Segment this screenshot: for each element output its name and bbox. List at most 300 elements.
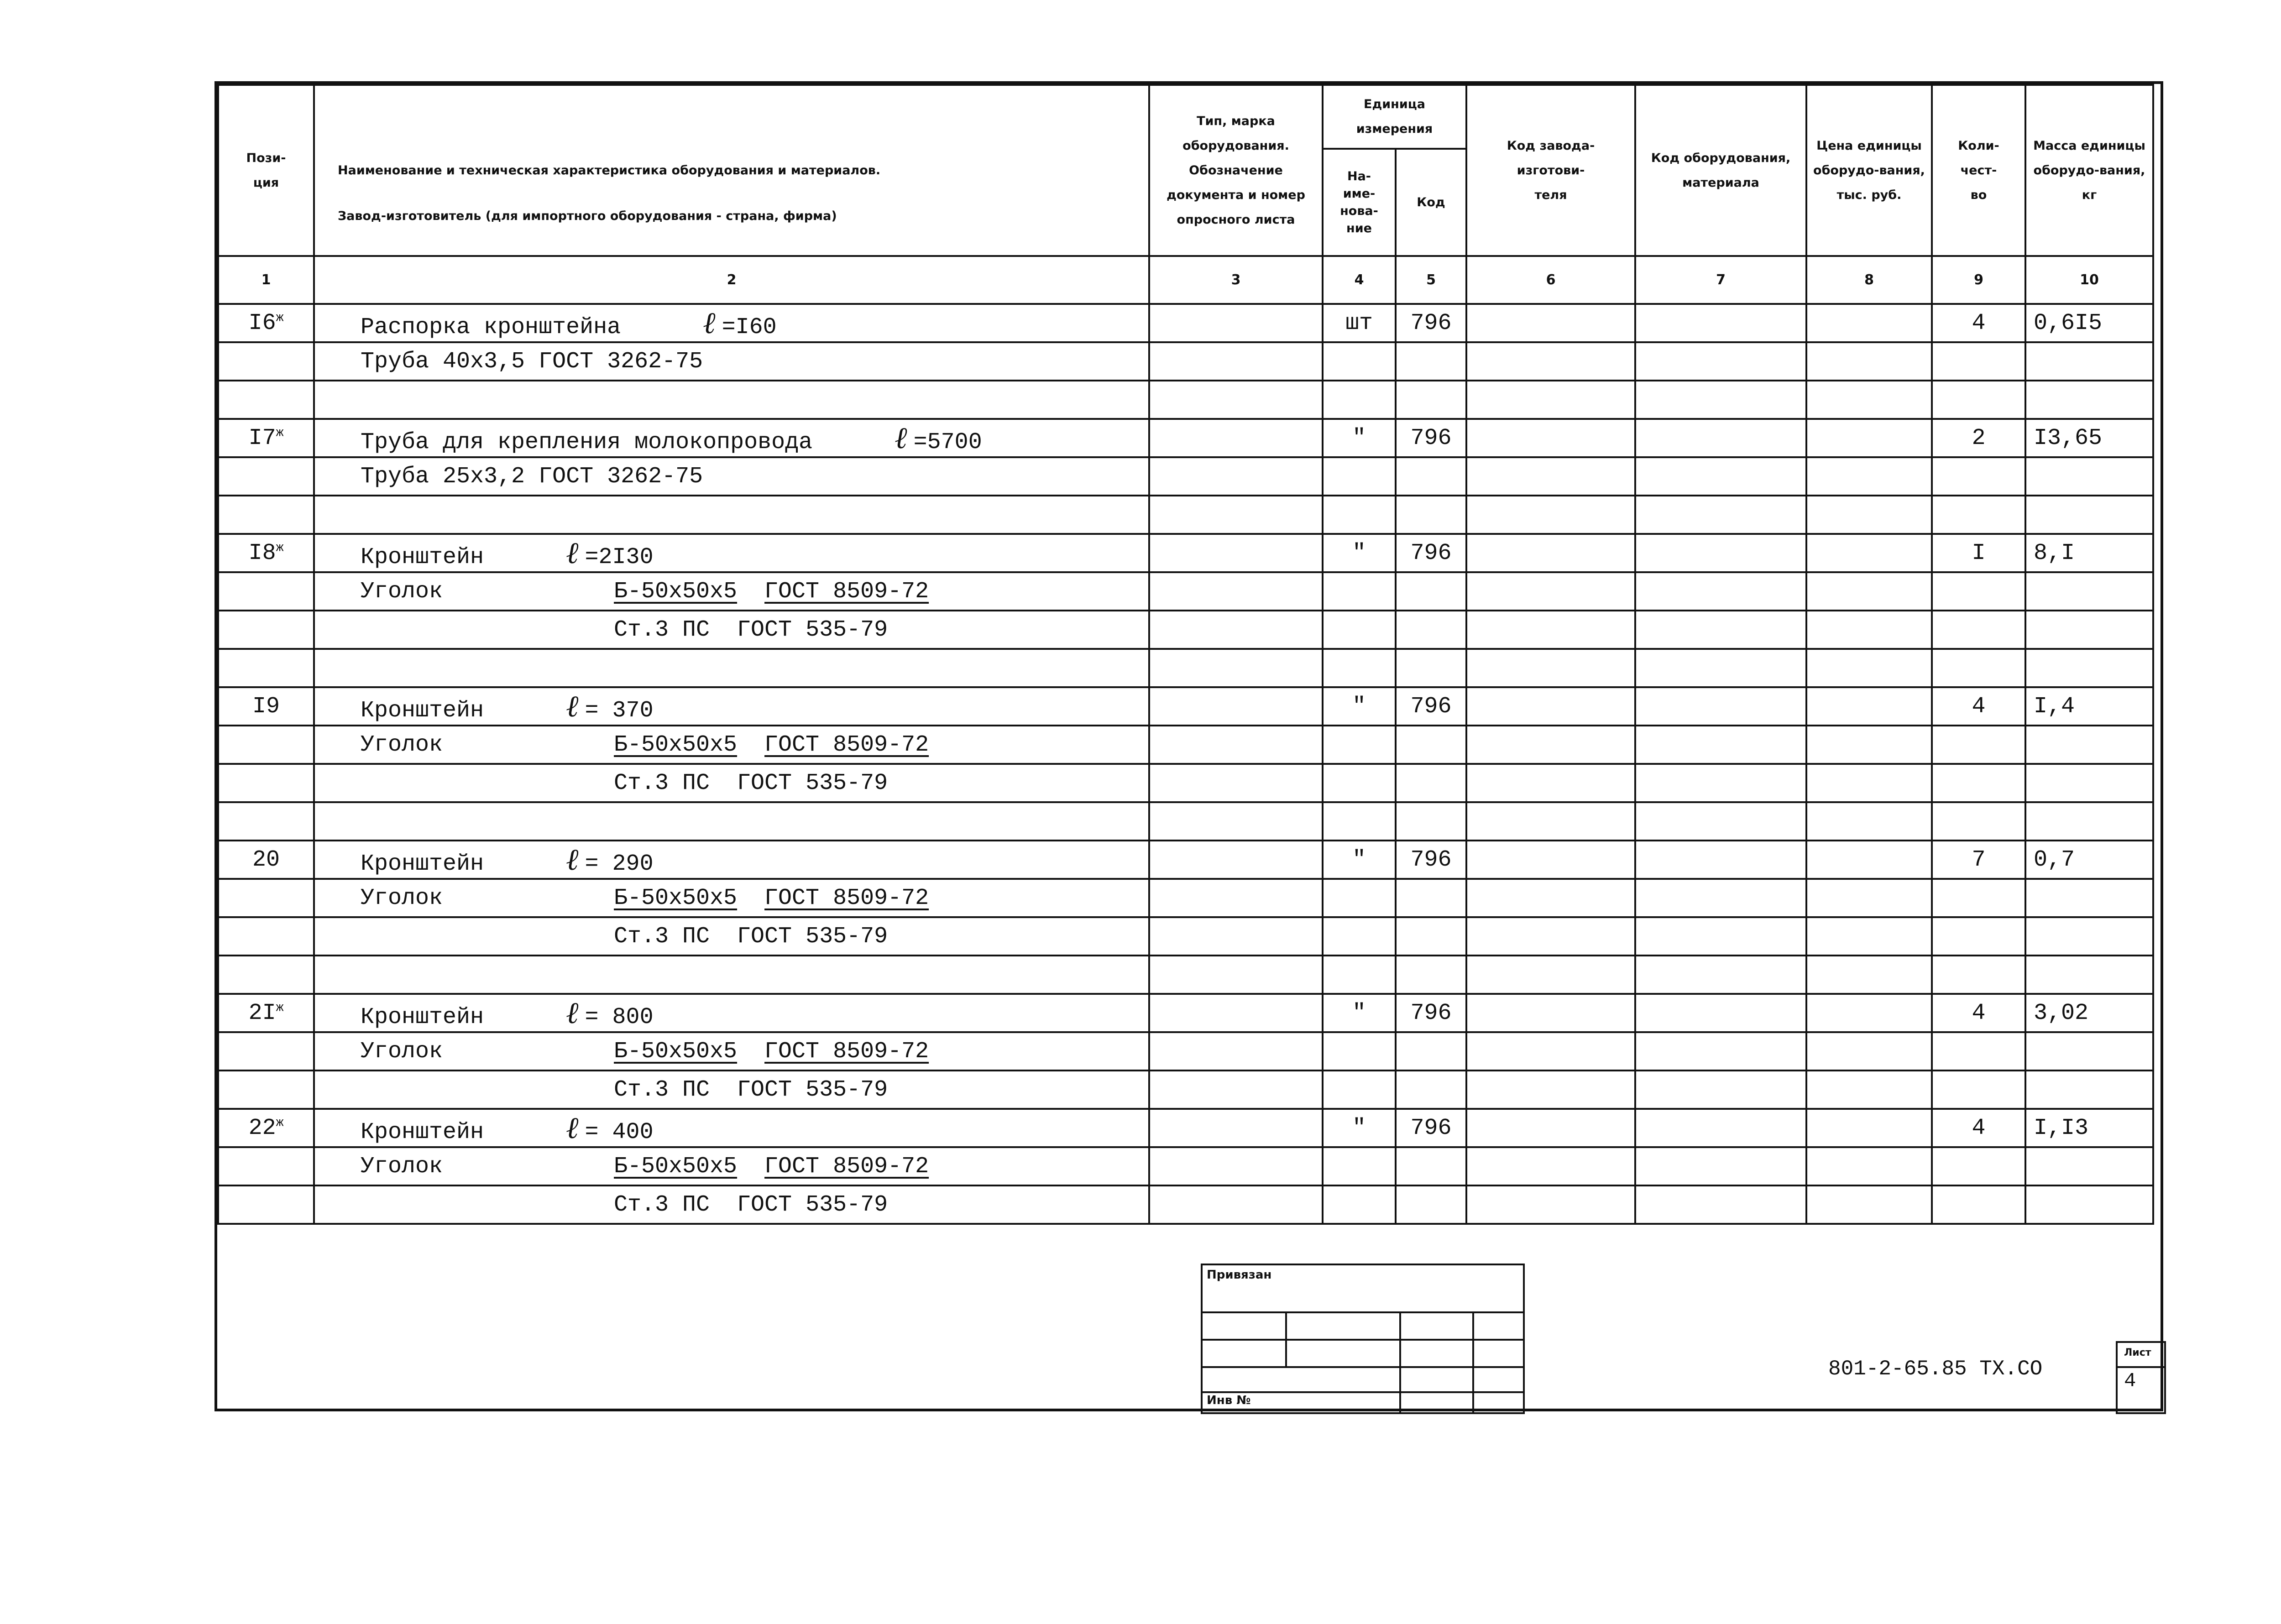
position-star: ж — [276, 1115, 284, 1130]
mass-cell: 3,02 — [2025, 994, 2153, 1032]
price-cell — [1806, 1032, 1932, 1070]
spec-standard: ГОСТ 535-79 — [737, 770, 888, 796]
spec-material: Ст.3 ПС — [614, 1191, 710, 1218]
mass-cell — [2025, 457, 2153, 496]
header-type: Тип, марка оборудования. Обозначение документа и номер опросного листа — [1149, 85, 1323, 256]
column-number: 5 — [1396, 256, 1466, 304]
item-name: Кронштейн — [361, 544, 484, 570]
plant-code-cell — [1466, 572, 1635, 611]
quantity-cell — [1932, 956, 2025, 994]
stamp-line — [1201, 1366, 1525, 1368]
plant-code-cell — [1466, 764, 1635, 802]
quantity-cell — [1932, 572, 2025, 611]
type-cell — [1149, 917, 1323, 956]
stamp-privyazan: Привязан — [1207, 1268, 1272, 1282]
unit-code-cell — [1396, 1185, 1466, 1224]
position-cell — [218, 649, 314, 687]
price-cell — [1806, 917, 1932, 956]
column-number: 9 — [1932, 256, 2025, 304]
header-position: Пози- ция — [218, 85, 314, 256]
mass-cell: I,I3 — [2025, 1109, 2153, 1147]
quantity-cell: 4 — [1932, 994, 2025, 1032]
name-cell — [314, 534, 1149, 572]
unit-name-cell: " — [1323, 994, 1396, 1032]
plant-code-cell — [1466, 419, 1635, 457]
plant-code-cell — [1466, 534, 1635, 572]
item-name: Уголок — [361, 1038, 443, 1065]
unit-name-cell — [1323, 726, 1396, 764]
table-row — [218, 419, 2153, 457]
name-cell — [314, 994, 1149, 1032]
item-name: Уголок — [361, 885, 443, 911]
unit-name-cell — [1323, 917, 1396, 956]
spec-standard: ГОСТ 8509-72 — [764, 885, 929, 911]
mass-cell — [2025, 1147, 2153, 1185]
mass-cell — [2025, 726, 2153, 764]
table-row — [218, 802, 2153, 841]
position-cell — [218, 304, 314, 342]
position-cell — [218, 342, 314, 381]
name-cell — [314, 879, 1149, 917]
equipment-spec-table — [217, 84, 2154, 1225]
item-length: = 290 — [585, 851, 654, 877]
type-cell — [1149, 1032, 1323, 1070]
type-cell — [1149, 457, 1323, 496]
table-row — [218, 1070, 2153, 1109]
unit-name-cell — [1323, 802, 1396, 841]
position-cell — [218, 1070, 314, 1109]
mass-cell: 0,6I5 — [2025, 304, 2153, 342]
position-star: ж — [276, 1000, 284, 1015]
plant-code-cell — [1466, 611, 1635, 649]
type-cell — [1149, 419, 1323, 457]
unit-name-cell: " — [1323, 419, 1396, 457]
price-cell — [1806, 649, 1932, 687]
stamp-line — [1201, 1339, 1525, 1341]
position-cell — [218, 381, 314, 419]
item-length: = 400 — [585, 1119, 654, 1145]
name-cell — [314, 1070, 1149, 1109]
column-number: 8 — [1806, 256, 1932, 304]
item-length: = 800 — [585, 1004, 654, 1030]
plant-code-cell — [1466, 879, 1635, 917]
type-cell — [1149, 534, 1323, 572]
unit-name-cell: " — [1323, 1109, 1396, 1147]
item-name: Уголок — [361, 731, 443, 758]
item-name: Кронштейн — [361, 698, 484, 724]
price-cell — [1806, 802, 1932, 841]
material-code-cell — [1635, 687, 1806, 726]
item-name: Труба 40х3,5 ГОСТ 3262-75 — [361, 348, 703, 375]
quantity-cell — [1932, 457, 2025, 496]
table-row — [218, 496, 2153, 534]
spec-standard: ГОСТ 8509-72 — [764, 578, 929, 605]
table-row — [218, 649, 2153, 687]
length-symbol: ℓ — [566, 689, 579, 724]
name-cell — [314, 687, 1149, 726]
column-number: 4 — [1323, 256, 1396, 304]
type-cell — [1149, 879, 1323, 917]
plant-code-cell — [1466, 1032, 1635, 1070]
material-code-cell — [1635, 802, 1806, 841]
unit-code-cell: 796 — [1396, 687, 1466, 726]
table-row — [218, 1109, 2153, 1147]
mass-cell: 0,7 — [2025, 841, 2153, 879]
table-row — [218, 879, 2153, 917]
unit-code-cell: 796 — [1396, 1109, 1466, 1147]
plant-code-cell — [1466, 841, 1635, 879]
table-row — [218, 381, 2153, 419]
mass-cell: 8,I — [2025, 534, 2153, 572]
unit-code-cell — [1396, 726, 1466, 764]
table-row — [218, 572, 2153, 611]
unit-code-cell — [1396, 1147, 1466, 1185]
item-name: Кронштейн — [361, 851, 484, 877]
price-cell — [1806, 611, 1932, 649]
material-code-cell — [1635, 1147, 1806, 1185]
table-row — [218, 342, 2153, 381]
mass-cell — [2025, 879, 2153, 917]
item-name: Кронштейн — [361, 1004, 484, 1030]
quantity-cell: 4 — [1932, 687, 2025, 726]
type-cell — [1149, 572, 1323, 611]
name-cell — [314, 496, 1149, 534]
position-number: I6 — [248, 310, 276, 336]
quantity-cell: I — [1932, 534, 2025, 572]
unit-name-cell — [1323, 611, 1396, 649]
price-cell — [1806, 572, 1932, 611]
quantity-cell — [1932, 802, 2025, 841]
stamp-line — [1399, 1311, 1401, 1414]
unit-name-cell — [1323, 879, 1396, 917]
unit-name-cell: шт — [1323, 304, 1396, 342]
header-unit: Единица измерения — [1323, 85, 1466, 149]
plant-code-cell — [1466, 649, 1635, 687]
name-cell — [314, 802, 1149, 841]
unit-name-cell — [1323, 342, 1396, 381]
name-cell — [314, 956, 1149, 994]
sheet-number: 4 — [2124, 1370, 2136, 1393]
position-cell — [218, 1147, 314, 1185]
unit-name-cell — [1323, 764, 1396, 802]
mass-cell — [2025, 764, 2153, 802]
position-number: I7 — [248, 425, 276, 451]
spec-material: Ст.3 ПС — [614, 616, 710, 643]
spec-material: Б-50х50х5 — [614, 731, 738, 758]
unit-code-cell — [1396, 611, 1466, 649]
material-code-cell — [1635, 879, 1806, 917]
plant-code-cell — [1466, 994, 1635, 1032]
unit-code-cell — [1396, 381, 1466, 419]
price-cell — [1806, 381, 1932, 419]
plant-code-cell — [1466, 1185, 1635, 1224]
unit-code-cell — [1396, 956, 1466, 994]
spec-material: Б-50х50х5 — [614, 1038, 738, 1065]
length-symbol: ℓ — [895, 420, 907, 455]
table-row — [218, 1147, 2153, 1185]
length-symbol: ℓ — [566, 1110, 579, 1145]
unit-name-cell — [1323, 956, 1396, 994]
name-cell — [314, 611, 1149, 649]
table-row — [218, 534, 2153, 572]
position-cell — [218, 496, 314, 534]
position-number: I9 — [252, 693, 280, 720]
material-code-cell — [1635, 572, 1806, 611]
unit-name-cell — [1323, 1147, 1396, 1185]
plant-code-cell — [1466, 956, 1635, 994]
unit-code-cell — [1396, 802, 1466, 841]
item-length: =I60 — [722, 314, 777, 340]
item-length: = 370 — [585, 698, 654, 724]
header-quantity: Коли- чест- во — [1932, 85, 2025, 256]
mass-cell — [2025, 649, 2153, 687]
quantity-cell — [1932, 342, 2025, 381]
mass-cell — [2025, 572, 2153, 611]
material-code-cell — [1635, 917, 1806, 956]
material-code-cell — [1635, 726, 1806, 764]
quantity-cell — [1932, 1185, 2025, 1224]
quantity-cell — [1932, 649, 2025, 687]
mass-cell — [2025, 802, 2153, 841]
stamp-line — [1201, 1391, 1525, 1393]
mass-cell — [2025, 381, 2153, 419]
spec-material: Б-50х50х5 — [614, 885, 738, 911]
position-star: ж — [276, 540, 284, 555]
type-cell — [1149, 841, 1323, 879]
table-row — [218, 304, 2153, 342]
price-cell — [1806, 879, 1932, 917]
position-cell — [218, 572, 314, 611]
mass-cell: I3,65 — [2025, 419, 2153, 457]
price-cell — [1806, 994, 1932, 1032]
item-name: Труба 25х3,2 ГОСТ 3262-75 — [361, 463, 703, 490]
plant-code-cell — [1466, 1147, 1635, 1185]
header-price: Цена единицы оборудо-вания, тыс. руб. — [1806, 85, 1932, 256]
unit-name-cell — [1323, 649, 1396, 687]
stamp-inv-no: Инв № — [1207, 1394, 1251, 1407]
material-code-cell — [1635, 496, 1806, 534]
position-cell — [218, 1032, 314, 1070]
stamp-line — [1201, 1311, 1525, 1313]
table-row — [218, 611, 2153, 649]
column-number: 10 — [2025, 256, 2153, 304]
quantity-cell: 4 — [1932, 304, 2025, 342]
material-code-cell — [1635, 956, 1806, 994]
type-cell — [1149, 496, 1323, 534]
table-row — [218, 956, 2153, 994]
price-cell — [1806, 304, 1932, 342]
material-code-cell — [1635, 1070, 1806, 1109]
header-unit-code: Код — [1396, 149, 1466, 256]
plant-code-cell — [1466, 1109, 1635, 1147]
unit-name-cell: " — [1323, 534, 1396, 572]
type-cell — [1149, 726, 1323, 764]
unit-name-cell — [1323, 1070, 1396, 1109]
quantity-cell — [1932, 381, 2025, 419]
spec-standard: ГОСТ 8509-72 — [764, 731, 929, 758]
type-cell — [1149, 956, 1323, 994]
price-cell — [1806, 1070, 1932, 1109]
name-cell — [314, 726, 1149, 764]
mass-cell — [2025, 611, 2153, 649]
quantity-cell: 4 — [1932, 1109, 2025, 1147]
name-cell — [314, 342, 1149, 381]
quantity-cell — [1932, 1147, 2025, 1185]
position-cell — [218, 994, 314, 1032]
unit-code-cell: 796 — [1396, 534, 1466, 572]
mass-cell — [2025, 342, 2153, 381]
table-row — [218, 841, 2153, 879]
type-cell — [1149, 687, 1323, 726]
item-name: Уголок — [361, 578, 443, 605]
mass-cell — [2025, 1185, 2153, 1224]
stamp-line — [1472, 1311, 1474, 1414]
item-name: Распорка кронштейна — [361, 314, 621, 340]
price-cell — [1806, 956, 1932, 994]
table-row — [218, 764, 2153, 802]
length-symbol: ℓ — [703, 305, 716, 340]
price-cell — [1806, 841, 1932, 879]
material-code-cell — [1635, 304, 1806, 342]
position-star: ж — [276, 310, 284, 325]
type-cell — [1149, 1109, 1323, 1147]
material-code-cell — [1635, 1109, 1806, 1147]
header-unit-name: На- име- нова- ние — [1323, 149, 1396, 256]
type-cell — [1149, 649, 1323, 687]
spec-material: Ст.3 ПС — [614, 1076, 710, 1103]
type-cell — [1149, 611, 1323, 649]
material-code-cell — [1635, 1185, 1806, 1224]
name-cell — [314, 1032, 1149, 1070]
type-cell — [1149, 802, 1323, 841]
material-code-cell — [1635, 457, 1806, 496]
plant-code-cell — [1466, 342, 1635, 381]
quantity-cell: 7 — [1932, 841, 2025, 879]
unit-name-cell — [1323, 381, 1396, 419]
name-cell — [314, 917, 1149, 956]
table-row — [218, 1032, 2153, 1070]
position-number: 20 — [252, 846, 280, 873]
unit-code-cell: 796 — [1396, 841, 1466, 879]
unit-code-cell — [1396, 572, 1466, 611]
spec-material: Ст.3 ПС — [614, 923, 710, 950]
position-cell — [218, 419, 314, 457]
quantity-cell — [1932, 917, 2025, 956]
name-cell — [314, 304, 1149, 342]
unit-code-cell — [1396, 879, 1466, 917]
name-cell — [314, 572, 1149, 611]
quantity-cell — [1932, 496, 2025, 534]
type-cell — [1149, 304, 1323, 342]
plant-code-cell — [1466, 687, 1635, 726]
unit-code-cell: 796 — [1396, 419, 1466, 457]
material-code-cell — [1635, 611, 1806, 649]
name-cell — [314, 1109, 1149, 1147]
type-cell — [1149, 342, 1323, 381]
plant-code-cell — [1466, 304, 1635, 342]
column-number: 2 — [314, 256, 1149, 304]
material-code-cell — [1635, 419, 1806, 457]
price-cell — [1806, 726, 1932, 764]
type-cell — [1149, 1185, 1323, 1224]
position-cell — [218, 764, 314, 802]
spec-material: Б-50х50х5 — [614, 578, 738, 605]
price-cell — [1806, 1109, 1932, 1147]
unit-code-cell — [1396, 1032, 1466, 1070]
position-cell — [218, 956, 314, 994]
unit-name-cell — [1323, 457, 1396, 496]
spec-material: Ст.3 ПС — [614, 770, 710, 796]
unit-name-cell — [1323, 496, 1396, 534]
price-cell — [1806, 1147, 1932, 1185]
header-mass: Масса единицы оборудо-вания, кг — [2025, 85, 2153, 256]
unit-name-cell — [1323, 572, 1396, 611]
table-row — [218, 1185, 2153, 1224]
quantity-cell — [1932, 1032, 2025, 1070]
quantity-cell — [1932, 726, 2025, 764]
mass-cell — [2025, 1070, 2153, 1109]
column-number-row — [218, 256, 2153, 304]
length-symbol: ℓ — [566, 842, 579, 877]
mass-cell: I,4 — [2025, 687, 2153, 726]
unit-name-cell: " — [1323, 687, 1396, 726]
name-cell — [314, 457, 1149, 496]
name-cell — [314, 649, 1149, 687]
position-cell — [218, 534, 314, 572]
price-cell — [1806, 342, 1932, 381]
unit-code-cell — [1396, 496, 1466, 534]
unit-name-cell: " — [1323, 841, 1396, 879]
position-number: 2I — [248, 1000, 276, 1026]
drawing-sheet — [214, 81, 2163, 1411]
type-cell — [1149, 1070, 1323, 1109]
name-cell — [314, 841, 1149, 879]
column-number: 6 — [1466, 256, 1635, 304]
position-cell — [218, 611, 314, 649]
sheet-label: Лист — [2124, 1347, 2151, 1358]
spec-standard: ГОСТ 535-79 — [737, 616, 888, 643]
position-cell — [218, 726, 314, 764]
table-row — [218, 457, 2153, 496]
position-cell — [218, 802, 314, 841]
position-cell — [218, 917, 314, 956]
spec-standard: ГОСТ 535-79 — [737, 1191, 888, 1218]
stamp-line — [1285, 1311, 1287, 1366]
length-symbol: ℓ — [566, 535, 579, 570]
spec-standard: ГОСТ 535-79 — [737, 923, 888, 950]
plant-code-cell — [1466, 457, 1635, 496]
material-code-cell — [1635, 381, 1806, 419]
unit-code-cell — [1396, 764, 1466, 802]
price-cell — [1806, 687, 1932, 726]
material-code-cell — [1635, 994, 1806, 1032]
position-cell — [218, 687, 314, 726]
table-row — [218, 994, 2153, 1032]
name-cell — [314, 764, 1149, 802]
material-code-cell — [1635, 1032, 1806, 1070]
length-symbol: ℓ — [566, 995, 579, 1030]
mass-cell — [2025, 917, 2153, 956]
mass-cell — [2025, 1032, 2153, 1070]
spec-material: Б-50х50х5 — [614, 1153, 738, 1180]
column-number: 7 — [1635, 256, 1806, 304]
price-cell — [1806, 457, 1932, 496]
spec-standard: ГОСТ 8509-72 — [764, 1038, 929, 1065]
position-star: ж — [276, 425, 284, 440]
table-row — [218, 726, 2153, 764]
material-code-cell — [1635, 841, 1806, 879]
column-number: 1 — [218, 256, 314, 304]
